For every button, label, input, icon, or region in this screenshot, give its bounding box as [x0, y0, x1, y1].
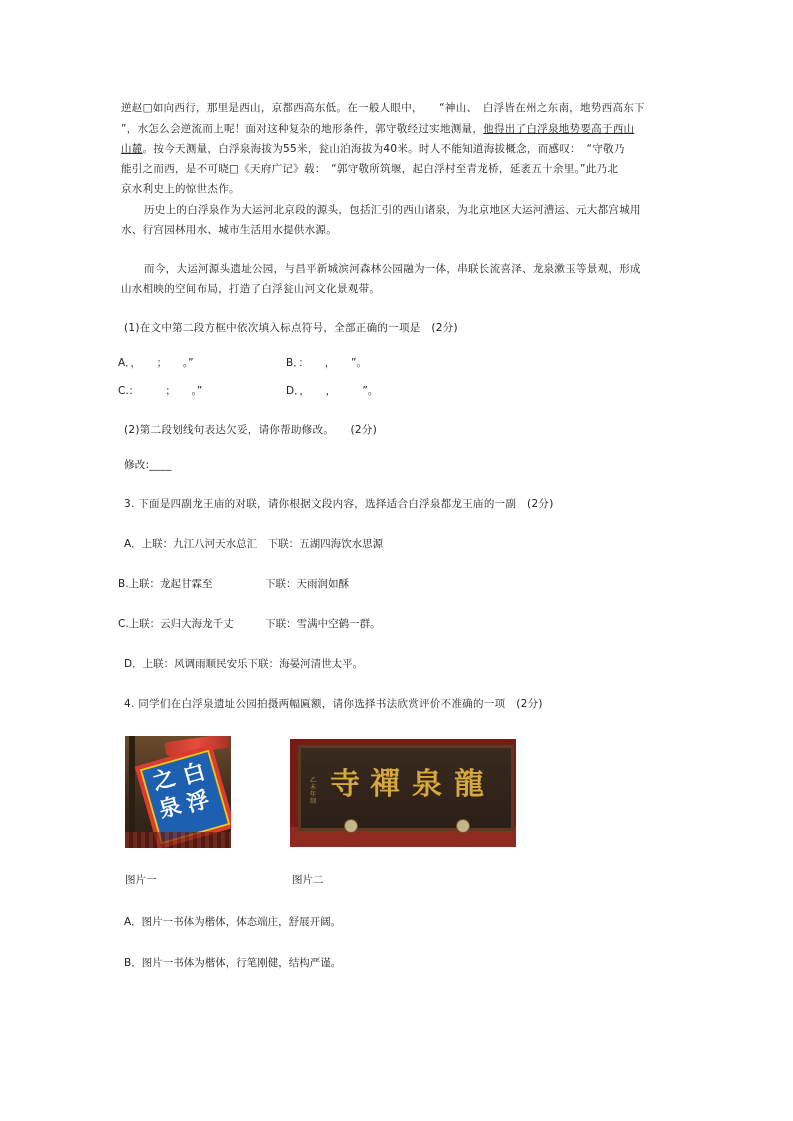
answer-blank: 修改:____: [124, 459, 172, 471]
plaque-char: 禪: [370, 767, 400, 802]
option-b: B.上联：龙起甘霖至 下联：天雨润如酥: [118, 578, 350, 590]
question-stem: (2)第二段划线句表达欠妥，请你帮助修改。 (2分): [124, 424, 378, 436]
passage-line: 山水相映的空间布局，打造了白浮瓮山河文化景观带。: [121, 283, 381, 295]
plaque-char: 浮: [183, 786, 213, 818]
option-d: D．， ， ”。: [286, 385, 379, 397]
option-c: C.上联：云归大海龙千丈 下联：雪满中空鹤一群。: [118, 618, 381, 630]
plaque-char: 白: [179, 758, 209, 790]
option-a: A．， ； 。”: [118, 357, 194, 369]
passage-line: 水、行宫园林用水、城市生活用水提供水源。: [121, 224, 337, 236]
passage-line: [121, 142, 625, 156]
option-d: D．上联：风调雨顺民安乐下联：海晏河清世太平。: [124, 658, 364, 670]
underlined-sentence: 他得出了白浮泉地势要高于西山: [483, 123, 635, 135]
picture-one: [125, 736, 231, 848]
passage-line: 京水利史上的惊世杰作。: [121, 183, 240, 195]
plaque-knob: [456, 819, 470, 833]
banner-fringe: [125, 832, 231, 848]
plaque-char: 泉: [155, 792, 185, 824]
passage-text: ”，水怎么会逆流而上呢！面对这种复杂的地形条件，郭守敬经过实地测量，: [121, 123, 484, 135]
passage-text: 。按今天测量，白浮泉海拔为55米，瓮山泊海拔为40米。时人不能知道海拔概念，而感叹： “守敬乃: [142, 143, 625, 155]
caption-picture-two: 图片二: [292, 874, 324, 886]
plaque-char: 龍: [454, 767, 484, 802]
passage-line: 而今，大运河源头遗址公园，与昌平新城滨河森林公园融为一体，串联长流喜泽、龙泉漱玉等景观，形成: [144, 263, 641, 275]
question-stem: 3. 下面是四副龙王庙的对联，请你根据文段内容，选择适合白浮泉都龙王庙的一副 (2分): [124, 498, 554, 510]
option-b: B．图片一书体为楷体，行笔刚健，结构严谨。: [124, 957, 342, 969]
question-stem: (1)在文中第二段方框中依次填入标点符号，全部正确的一项是 (2分): [124, 322, 458, 334]
plaque-char: 寺: [330, 767, 360, 802]
question-stem: 4. 同学们在白浮泉遗址公园拍摄两幅匾额，请你选择书法欣赏评价不准确的一项 (2分): [124, 698, 543, 710]
option-b: B．： ， ”。: [286, 357, 367, 369]
passage-line: 能引之而西，是不可晓□《天府广记》载： “郭守敬所筑堰，起白浮村至青龙桥，延袤五十余里。”此乃北: [121, 163, 619, 175]
passage-line: 历史上的白浮泉作为大运河北京段的源头，包括汇引的西山诸泉，为北京地区大运河漕运、元大都宫城用: [144, 204, 641, 216]
option-a: A．上联：九江八河天水总汇 下联：五湖四海饮水思源: [124, 538, 384, 550]
option-c: C.： ； 。”: [118, 385, 203, 397]
passage-line: 逆赵□如向西行，那里是西山，京都西高东低。在一般人眼中， “神山、 白浮皆在州之东南，地势西高东下: [121, 102, 645, 114]
passage-line: [121, 122, 634, 136]
plaque-inscription: 乙未年制: [310, 777, 317, 805]
picture-two: [290, 739, 516, 847]
plaque-char: 泉: [412, 767, 442, 802]
plaque-char: 之: [149, 764, 179, 796]
plaque-knob: [344, 819, 358, 833]
underlined-sentence: 山麓: [121, 143, 143, 155]
caption-picture-one: 图片一: [125, 874, 157, 886]
option-a: A．图片一书体为楷体，体态端庄，舒展开阔。: [124, 916, 342, 928]
